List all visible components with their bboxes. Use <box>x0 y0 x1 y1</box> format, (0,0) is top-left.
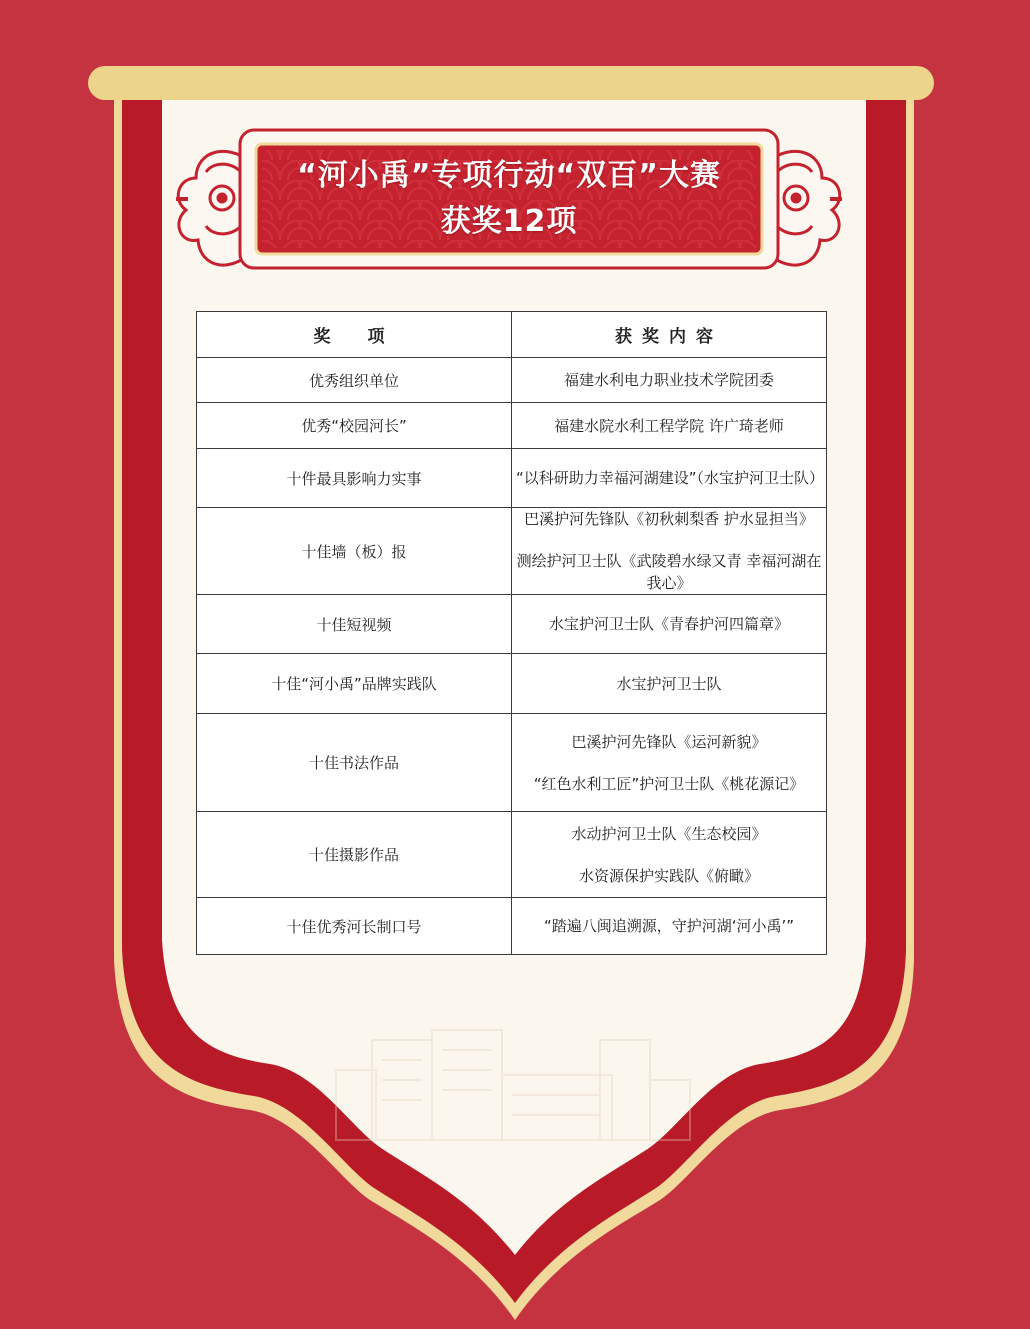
award-entry: “踏遍八闽追溯源，守护河湖‘河小禹’” <box>543 917 795 935</box>
award-content <box>512 595 827 654</box>
top-rod <box>88 66 934 100</box>
table-row <box>197 654 827 714</box>
table-row <box>197 898 827 955</box>
table-header-row <box>197 312 827 358</box>
title-box-text <box>258 146 760 252</box>
award-entry: 水宝护河卫士队 <box>616 674 722 693</box>
award-entry: “红色水利工匠”护河卫士队《桃花源记》 <box>533 774 805 793</box>
award-entry: “以科研助力幸福河湖建设”（水宝护河卫士队） <box>516 469 825 487</box>
header-content: 获奖内容 <box>512 312 827 358</box>
award-entry: 水宝护河卫士队《青春护河四篇章》 <box>548 615 789 633</box>
award-entry: 水资源保护实践队《俯瞰》 <box>578 866 759 885</box>
award-content <box>512 714 827 812</box>
award-content <box>512 812 827 898</box>
table-row <box>197 812 827 898</box>
award-content <box>512 898 827 955</box>
award-name: 十佳书法作品 <box>197 714 512 812</box>
page-title: “河小禹”专项行动“双百”大赛 <box>297 158 721 193</box>
award-content <box>512 508 827 595</box>
award-entry: 巴溪护河先锋队《初秋刺梨香 护水显担当》 <box>524 510 814 528</box>
table-row <box>197 358 827 403</box>
award-entry: 水动护河卫士队《生态校园》 <box>571 824 767 843</box>
award-entry: 测绘护河卫士队《武陵碧水绿又青 幸福河湖在我心》 <box>516 552 822 592</box>
award-name: 十佳墙（板）报 <box>197 508 512 595</box>
award-name: 十佳“河小禹”品牌实践队 <box>197 654 512 714</box>
award-content <box>512 358 827 403</box>
table-row <box>197 595 827 654</box>
award-name: 十佳优秀河长制口号 <box>197 898 512 955</box>
award-entry: 福建水利电力职业技术学院团委 <box>563 371 774 389</box>
award-name: 十件最具影响力实事 <box>197 449 512 508</box>
table-row <box>197 714 827 812</box>
table-row <box>197 508 827 595</box>
award-entry: 巴溪护河先锋队《运河新貌》 <box>571 732 767 751</box>
award-entry: 福建水院水利工程学院 许广琦老师 <box>554 416 784 435</box>
table-row <box>197 403 827 449</box>
award-content <box>512 654 827 714</box>
awards-table <box>196 311 827 955</box>
award-name: 十佳摄影作品 <box>197 812 512 898</box>
award-name: 十佳短视频 <box>197 595 512 654</box>
page-subtitle: 获奖12项 <box>440 204 578 239</box>
award-name: 优秀“校园河长” <box>197 403 512 449</box>
award-content <box>512 403 827 449</box>
award-name: 优秀组织单位 <box>197 358 512 403</box>
header-award: 奖 项 <box>197 312 512 358</box>
table-row <box>197 449 827 508</box>
award-content <box>512 449 827 508</box>
